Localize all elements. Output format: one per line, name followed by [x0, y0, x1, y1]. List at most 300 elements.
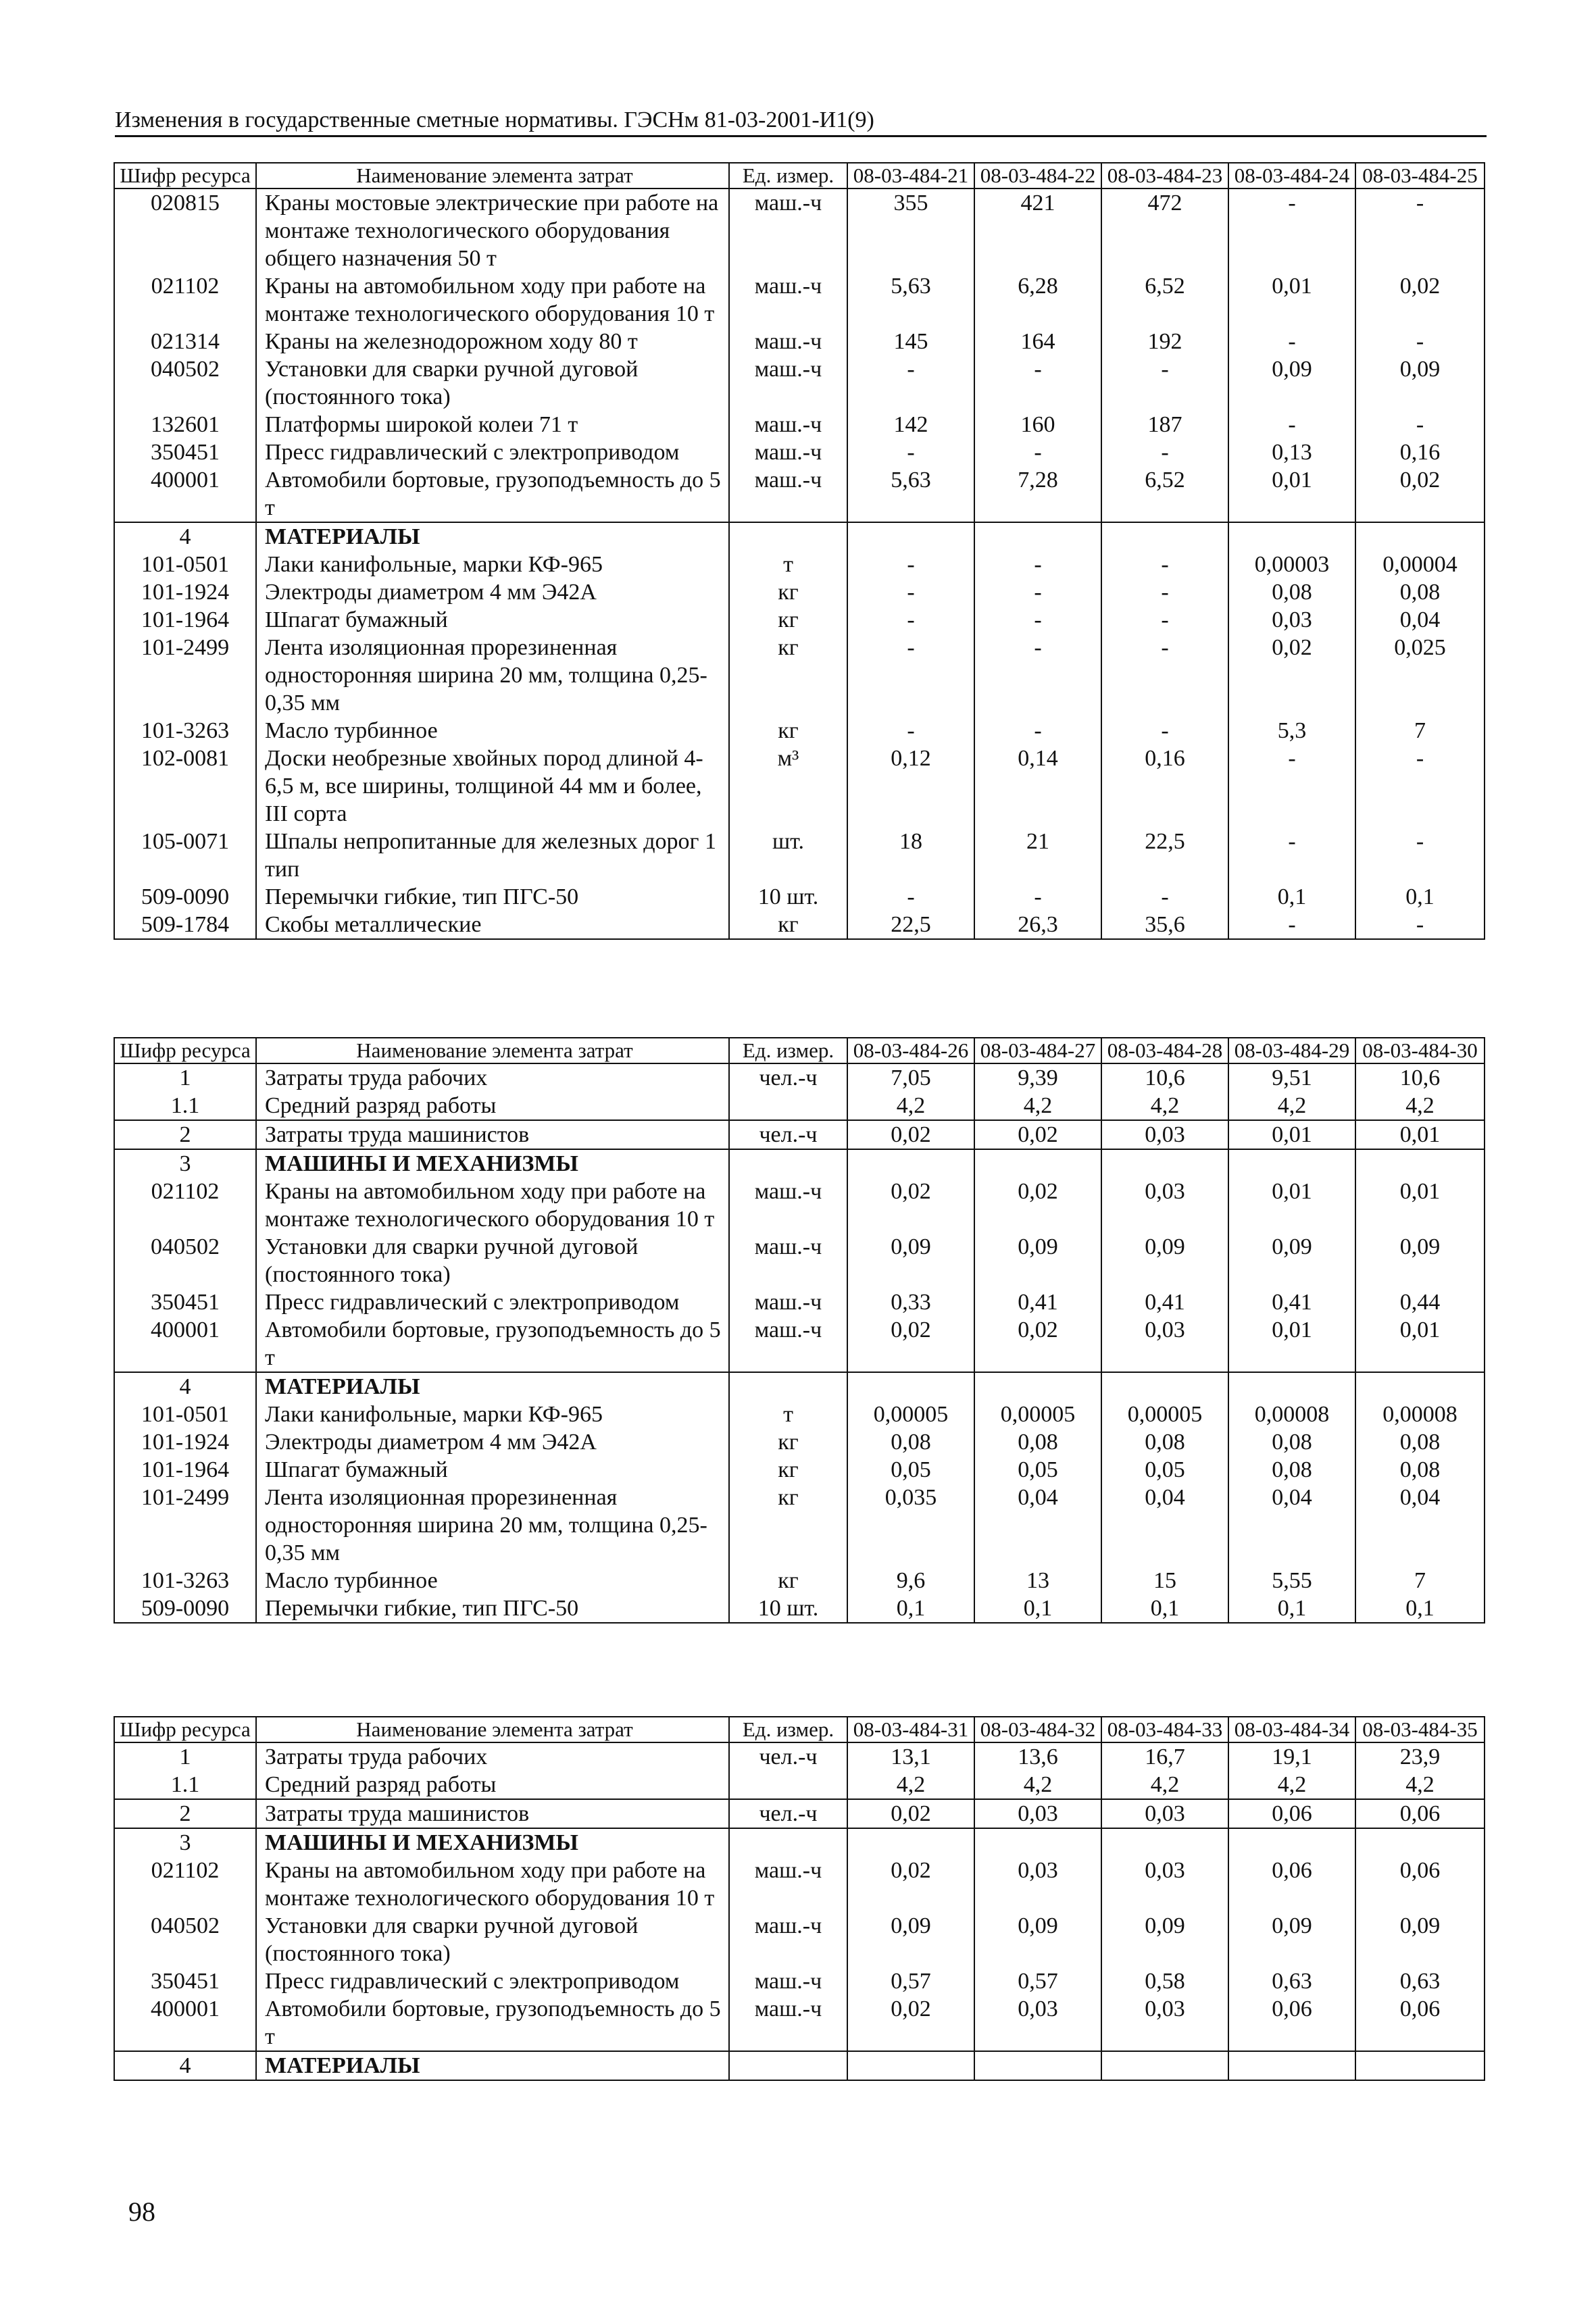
norm-value: 6,28 — [974, 272, 1101, 328]
resource-name: Затраты труда машинистов — [256, 1120, 729, 1149]
table-row — [114, 188, 1485, 272]
norm-value: 16,7 — [1101, 1742, 1228, 1771]
norm-value — [1228, 1149, 1355, 1178]
table-row — [114, 1995, 1485, 2051]
norm-value — [1355, 1372, 1485, 1401]
norm-value: 4,2 — [1228, 1092, 1355, 1120]
resource-unit — [729, 1092, 847, 1120]
resource-unit: кг — [729, 1428, 847, 1456]
norm-value: - — [847, 551, 974, 578]
table-row — [114, 1120, 1485, 1149]
header-unit: Ед. измер. — [729, 1717, 847, 1742]
norm-value: 0,03 — [1101, 1178, 1228, 1233]
norm-value: 0,02 — [847, 1799, 974, 1828]
table-row — [114, 1401, 1485, 1428]
resource-unit: маш.-ч — [729, 1233, 847, 1288]
norm-value: 0,08 — [1399, 1430, 1441, 1455]
norm-value: - — [1228, 911, 1355, 939]
norm-value — [847, 1149, 974, 1178]
norm-value: 0,09 — [1228, 1912, 1355, 1967]
norm-value: - — [1101, 717, 1228, 745]
table-row — [114, 1288, 1485, 1316]
resource-code: 1.1 — [114, 1771, 256, 1799]
norm-value: 0,13 — [1228, 438, 1355, 466]
norm-value: 9,51 — [1228, 1063, 1355, 1092]
norm-value: 0,00005 — [1101, 1401, 1228, 1428]
norm-value: - — [1101, 355, 1228, 411]
table-row — [114, 1092, 1485, 1120]
resource-unit: шт. — [729, 828, 847, 883]
norm-value: 0,05 — [847, 1456, 974, 1484]
table-row — [114, 745, 1485, 828]
norm-value: - — [847, 355, 974, 411]
norm-value: 160 — [974, 411, 1101, 438]
norm-value: 0,44 — [1399, 1290, 1441, 1315]
norm-value: - — [1101, 634, 1228, 717]
norm-value: 4,2 — [974, 1092, 1101, 1120]
norm-value: - — [1228, 828, 1355, 883]
norm-value: 7 — [1414, 718, 1426, 743]
table-row — [114, 551, 1485, 578]
norms-table-3 — [114, 1716, 1485, 2081]
resource-code: 021314 — [114, 328, 256, 355]
norm-value: - — [847, 578, 974, 606]
norm-value: 0,02 — [847, 1995, 974, 2051]
norm-value: 5,63 — [847, 272, 974, 328]
table-row — [114, 1233, 1485, 1288]
norm-value: 0,02 — [974, 1178, 1101, 1233]
norm-value: 4,2 — [1405, 1093, 1435, 1118]
norm-value: 0,08 — [1228, 1456, 1355, 1484]
header-unit: Ед. измер. — [729, 163, 847, 188]
section-row — [114, 1372, 1485, 1401]
norm-value — [1101, 1149, 1228, 1178]
resource-name: Пресс гидравлический с электроприводом — [256, 1967, 729, 1995]
resource-code: 4 — [114, 522, 256, 551]
norm-value: 0,02 — [974, 1316, 1101, 1372]
norm-value: 0,03 — [1101, 1316, 1228, 1372]
norm-value: 0,01 — [1228, 1178, 1355, 1233]
norm-value: 5,63 — [847, 466, 974, 522]
section-row — [114, 2051, 1485, 2080]
norm-value: 13 — [974, 1567, 1101, 1594]
resource-name: Установки для сварки ручной дуговой (постоянного тока) — [256, 1912, 729, 1967]
norm-value: 0,1 — [1228, 883, 1355, 911]
resource-code: 3 — [114, 1149, 256, 1178]
document-header: Изменения в государственные сметные нормативы. ГЭСНм 81-03-2001-И1(9) — [115, 107, 1487, 137]
norm-value: 0,1 — [1405, 1596, 1435, 1621]
resource-name: Автомобили бортовые, грузоподъемность до 5 т — [256, 1995, 729, 2051]
header-name: Наименование элемента затрат — [256, 163, 729, 188]
resource-name: Автомобили бортовые, грузоподъемность до 5 т — [256, 1316, 729, 1372]
norm-value: 26,3 — [974, 911, 1101, 939]
resource-code: 1 — [114, 1742, 256, 1771]
resource-name: Затраты труда машинистов — [256, 1799, 729, 1828]
norm-value: - — [1416, 191, 1424, 216]
table-header-row — [114, 1717, 1485, 1742]
norm-value: 13,1 — [847, 1742, 974, 1771]
norm-value: 145 — [847, 328, 974, 355]
norm-value: 0,41 — [1228, 1288, 1355, 1316]
norm-value: 192 — [1101, 328, 1228, 355]
resource-unit: маш.-ч — [729, 1995, 847, 2051]
resource-code: 1.1 — [114, 1092, 256, 1120]
norms-table-2 — [114, 1037, 1485, 1624]
resource-unit: кг — [729, 578, 847, 606]
norm-value: - — [1101, 438, 1228, 466]
table-row — [114, 1456, 1485, 1484]
table-row — [114, 1484, 1485, 1567]
norm-value: 4,2 — [847, 1092, 974, 1120]
norm-value: - — [1416, 412, 1424, 437]
norm-value: - — [847, 606, 974, 634]
section-row — [114, 1149, 1485, 1178]
resource-unit: маш.-ч — [729, 438, 847, 466]
norm-value: 355 — [847, 188, 974, 272]
header-norm: 08-03-484-35 — [1355, 1717, 1485, 1742]
header-norm: 08-03-484-30 — [1355, 1038, 1485, 1063]
resource-unit: т — [729, 551, 847, 578]
norm-value: 472 — [1101, 188, 1228, 272]
resource-unit: кг — [729, 634, 847, 717]
table-row — [114, 1771, 1485, 1799]
resource-code: 4 — [114, 2051, 256, 2080]
table-row — [114, 1857, 1485, 1912]
norm-value — [1228, 2051, 1355, 2080]
resource-code: 040502 — [114, 1233, 256, 1288]
table-row — [114, 438, 1485, 466]
norm-value: - — [1101, 883, 1228, 911]
norm-value — [1228, 1372, 1355, 1401]
header-norm: 08-03-484-32 — [974, 1717, 1101, 1742]
resource-code: 105-0071 — [114, 828, 256, 883]
table-row — [114, 717, 1485, 745]
norm-value: 0,01 — [1228, 1316, 1355, 1372]
norm-value: 22,5 — [1101, 828, 1228, 883]
resource-unit: маш.-ч — [729, 1857, 847, 1912]
norm-value: 0,41 — [974, 1288, 1101, 1316]
resource-name: Скобы металлические — [256, 911, 729, 939]
resource-unit: маш.-ч — [729, 1178, 847, 1233]
norm-value — [847, 1372, 974, 1401]
resource-unit: маш.-ч — [729, 188, 847, 272]
norm-value — [1355, 2051, 1485, 2080]
norm-value: 0,12 — [847, 745, 974, 828]
norm-value: 0,04 — [1228, 1484, 1355, 1567]
table-row — [114, 578, 1485, 606]
resource-name: Средний разряд работы — [256, 1771, 729, 1799]
table-row — [114, 1594, 1485, 1623]
norm-value — [847, 2051, 974, 2080]
norm-value: 0,09 — [847, 1912, 974, 1967]
norm-value: - — [847, 438, 974, 466]
resource-name: Средний разряд работы — [256, 1092, 729, 1120]
resource-name: Лента изоляционная прорезиненная односторонняя ширина 20 мм, толщина 0,25-0,35 мм — [256, 634, 729, 717]
resource-code: 509-1784 — [114, 911, 256, 939]
resource-unit: чел.-ч — [729, 1799, 847, 1828]
resource-unit — [729, 1771, 847, 1799]
norm-value: 0,06 — [1228, 1857, 1355, 1912]
resource-name: Установки для сварки ручной дуговой (постоянного тока) — [256, 355, 729, 411]
resource-unit: кг — [729, 911, 847, 939]
norm-value: 19,1 — [1228, 1742, 1355, 1771]
header-norm: 08-03-484-23 — [1101, 163, 1228, 188]
norm-value: 0,04 — [1399, 607, 1441, 632]
resource-code: 101-0501 — [114, 1401, 256, 1428]
norm-value — [847, 522, 974, 551]
norm-value: 0,05 — [974, 1456, 1101, 1484]
norm-value: 0,1 — [1101, 1594, 1228, 1623]
resource-code: 101-1964 — [114, 1456, 256, 1484]
norm-value: 0,08 — [1399, 580, 1441, 605]
norm-value: 0,1 — [1228, 1594, 1355, 1623]
norm-value: 0,02 — [1228, 634, 1355, 717]
norm-value: 0,05 — [1101, 1456, 1228, 1484]
norm-value — [1101, 2051, 1228, 2080]
table-row — [114, 883, 1485, 911]
resource-code: 102-0081 — [114, 745, 256, 828]
header-norm: 08-03-484-22 — [974, 163, 1101, 188]
header-name: Наименование элемента затрат — [256, 1038, 729, 1063]
norms-table-1 — [114, 162, 1485, 940]
norm-value: 5,3 — [1228, 717, 1355, 745]
norm-value: 0,41 — [1101, 1288, 1228, 1316]
resource-unit: чел.-ч — [729, 1063, 847, 1092]
norm-value — [847, 1828, 974, 1857]
norm-value: 6,52 — [1101, 466, 1228, 522]
resource-code: 350451 — [114, 1967, 256, 1995]
norm-value: 18 — [847, 828, 974, 883]
norm-value: - — [974, 551, 1101, 578]
resource-code: 509-0090 — [114, 883, 256, 911]
resource-unit: т — [729, 1401, 847, 1428]
resource-code: 101-3263 — [114, 1567, 256, 1594]
norm-value: 9,6 — [847, 1567, 974, 1594]
norm-value — [1355, 1149, 1485, 1178]
resource-code: 2 — [114, 1120, 256, 1149]
resource-name: Шпагат бумажный — [256, 1456, 729, 1484]
resource-name: Электроды диаметром 4 мм Э42А — [256, 1428, 729, 1456]
norm-value: 0,08 — [1228, 578, 1355, 606]
section-row — [114, 1828, 1485, 1857]
norm-value: 0,02 — [847, 1178, 974, 1233]
resource-code: 101-2499 — [114, 634, 256, 717]
norm-value: 0,63 — [1399, 1969, 1441, 1994]
resource-code: 1 — [114, 1063, 256, 1092]
norm-value: 22,5 — [847, 911, 974, 939]
norm-value: - — [1101, 578, 1228, 606]
resource-name: Перемычки гибкие, тип ПГС-50 — [256, 883, 729, 911]
resource-unit: маш.-ч — [729, 1288, 847, 1316]
norm-value: 0,09 — [974, 1912, 1101, 1967]
norm-value: 0,09 — [847, 1233, 974, 1288]
header-norm: 08-03-484-26 — [847, 1038, 974, 1063]
norm-value: 0,09 — [1101, 1912, 1228, 1967]
norm-value: - — [1101, 606, 1228, 634]
norm-value: 0,14 — [974, 745, 1101, 828]
norm-value: 0,06 — [1355, 1799, 1485, 1828]
resource-unit: маш.-ч — [729, 1316, 847, 1372]
norm-value: 23,9 — [1399, 1744, 1441, 1769]
header-code: Шифр ресурса — [114, 1038, 256, 1063]
resource-unit: маш.-ч — [729, 355, 847, 411]
header-norm: 08-03-484-31 — [847, 1717, 974, 1742]
norm-value: - — [974, 578, 1101, 606]
norm-value: 0,57 — [847, 1967, 974, 1995]
norm-value: - — [847, 717, 974, 745]
resource-unit: чел.-ч — [729, 1742, 847, 1771]
table-row — [114, 1912, 1485, 1967]
norm-value: 0,08 — [974, 1428, 1101, 1456]
resource-unit: маш.-ч — [729, 328, 847, 355]
norm-value: 0,02 — [847, 1120, 974, 1149]
table-row — [114, 828, 1485, 883]
norm-value: 7,28 — [974, 466, 1101, 522]
resource-code: 040502 — [114, 1912, 256, 1967]
norm-value: 0,00004 — [1382, 552, 1457, 577]
norm-value: 0,03 — [1228, 606, 1355, 634]
norm-value: - — [1416, 912, 1424, 937]
norm-value: 35,6 — [1101, 911, 1228, 939]
norm-value: 0,08 — [1228, 1428, 1355, 1456]
norm-value: 0,16 — [1101, 745, 1228, 828]
norm-value: 0,04 — [1101, 1484, 1228, 1567]
resource-unit: маш.-ч — [729, 1967, 847, 1995]
norm-value: 0,03 — [1101, 1120, 1228, 1149]
norm-value: 0,09 — [1399, 1234, 1441, 1259]
resource-unit: кг — [729, 606, 847, 634]
resource-unit — [729, 522, 847, 551]
resource-code: 101-2499 — [114, 1484, 256, 1567]
norm-value — [974, 522, 1101, 551]
norm-value: 0,00008 — [1382, 1402, 1457, 1427]
norm-value: 0,1 — [974, 1594, 1101, 1623]
norm-value: - — [974, 634, 1101, 717]
table-row — [114, 634, 1485, 717]
norm-value: - — [974, 438, 1101, 466]
resource-name: Краны на железнодорожном ходу 80 т — [256, 328, 729, 355]
norm-value: 0,03 — [974, 1799, 1101, 1828]
norm-value: 7 — [1414, 1568, 1426, 1593]
resource-code: 4 — [114, 1372, 256, 1401]
resource-name: Доски необрезные хвойных пород длиной 4-6,5 м, все ширины, толщиной 44 мм и более, III сорта — [256, 745, 729, 828]
resource-unit: 10 шт. — [729, 1594, 847, 1623]
norm-value: - — [974, 606, 1101, 634]
resource-name: Лаки канифольные, марки КФ-965 — [256, 551, 729, 578]
norm-value: 0,06 — [1399, 1858, 1441, 1883]
header-code: Шифр ресурса — [114, 163, 256, 188]
resource-unit — [729, 2051, 847, 2080]
header-norm: 08-03-484-29 — [1228, 1038, 1355, 1063]
norm-value: - — [1228, 745, 1355, 828]
table-row — [114, 1967, 1485, 1995]
resource-code: 2 — [114, 1799, 256, 1828]
norm-value: 0,00003 — [1228, 551, 1355, 578]
resource-code: 021102 — [114, 1178, 256, 1233]
norm-value — [974, 2051, 1101, 2080]
header-norm: 08-03-484-34 — [1228, 1717, 1355, 1742]
norm-value: - — [1416, 746, 1424, 771]
header-norm: 08-03-484-33 — [1101, 1717, 1228, 1742]
norm-value: 0,33 — [847, 1288, 974, 1316]
resource-code: 020815 — [114, 188, 256, 272]
norm-value: 0,03 — [1101, 1995, 1228, 2051]
norm-value: 0,01 — [1228, 1120, 1355, 1149]
norm-value: 0,04 — [974, 1484, 1101, 1567]
resource-unit: маш.-ч — [729, 272, 847, 328]
resource-name: МАТЕРИАЛЫ — [256, 1372, 729, 1401]
table-header-row — [114, 163, 1485, 188]
resource-name: Затраты труда рабочих — [256, 1742, 729, 1771]
norm-value: - — [974, 717, 1101, 745]
resource-name: Масло турбинное — [256, 717, 729, 745]
norm-value: 0,16 — [1399, 440, 1441, 465]
resource-name: Автомобили бортовые, грузоподъемность до 5 т — [256, 466, 729, 522]
norm-value — [974, 1372, 1101, 1401]
norm-value: 7,05 — [847, 1063, 974, 1092]
norm-value: 0,01 — [1399, 1317, 1441, 1342]
norm-value: 0,01 — [1228, 272, 1355, 328]
norm-value: - — [847, 883, 974, 911]
norm-value — [974, 1149, 1101, 1178]
norm-value: 421 — [974, 188, 1101, 272]
norm-value: - — [1416, 329, 1424, 354]
norm-value: 0,00005 — [974, 1401, 1101, 1428]
resource-code: 132601 — [114, 411, 256, 438]
resource-name: Лента изоляционная прорезиненная односторонняя ширина 20 мм, толщина 0,25-0,35 мм — [256, 1484, 729, 1567]
resource-unit: кг — [729, 1456, 847, 1484]
norm-value: 0,08 — [1399, 1457, 1441, 1482]
norm-value: 6,52 — [1101, 272, 1228, 328]
resource-code: 3 — [114, 1828, 256, 1857]
table-row — [114, 355, 1485, 411]
norm-value: 0,58 — [1101, 1967, 1228, 1995]
resource-unit: м³ — [729, 745, 847, 828]
norm-value: 0,09 — [1399, 1913, 1441, 1938]
norm-value: 10,6 — [1101, 1063, 1228, 1092]
resource-code: 400001 — [114, 1316, 256, 1372]
norm-value: 0,09 — [1228, 1233, 1355, 1288]
norm-value: 0,06 — [1399, 1996, 1441, 2021]
norm-value: 4,2 — [974, 1771, 1101, 1799]
norm-value: 0,03 — [974, 1857, 1101, 1912]
norm-value — [1101, 1828, 1228, 1857]
table-row — [114, 466, 1485, 522]
table-row — [114, 606, 1485, 634]
resource-unit: кг — [729, 717, 847, 745]
norm-value: - — [1228, 188, 1355, 272]
resource-code: 350451 — [114, 1288, 256, 1316]
norm-value: 0,03 — [1101, 1857, 1228, 1912]
resource-name: Краны мостовые электрические при работе на монтаже технологического оборудования общего назначения 50 т — [256, 188, 729, 272]
page-number: 98 — [128, 2196, 155, 2227]
norm-value: 15 — [1101, 1567, 1228, 1594]
norm-value — [1101, 522, 1228, 551]
table-row — [114, 1799, 1485, 1828]
resource-name: Установки для сварки ручной дуговой (постоянного тока) — [256, 1233, 729, 1288]
table-row — [114, 1428, 1485, 1456]
header-norm: 08-03-484-28 — [1101, 1038, 1228, 1063]
resource-code: 400001 — [114, 466, 256, 522]
resource-code: 400001 — [114, 1995, 256, 2051]
norm-value: - — [1416, 829, 1424, 854]
norm-value: 0,09 — [1228, 355, 1355, 411]
resource-code: 021102 — [114, 272, 256, 328]
resource-code: 101-3263 — [114, 717, 256, 745]
norm-value — [1355, 522, 1485, 551]
norm-value: 4,2 — [1101, 1092, 1228, 1120]
header-name: Наименование элемента затрат — [256, 1717, 729, 1742]
